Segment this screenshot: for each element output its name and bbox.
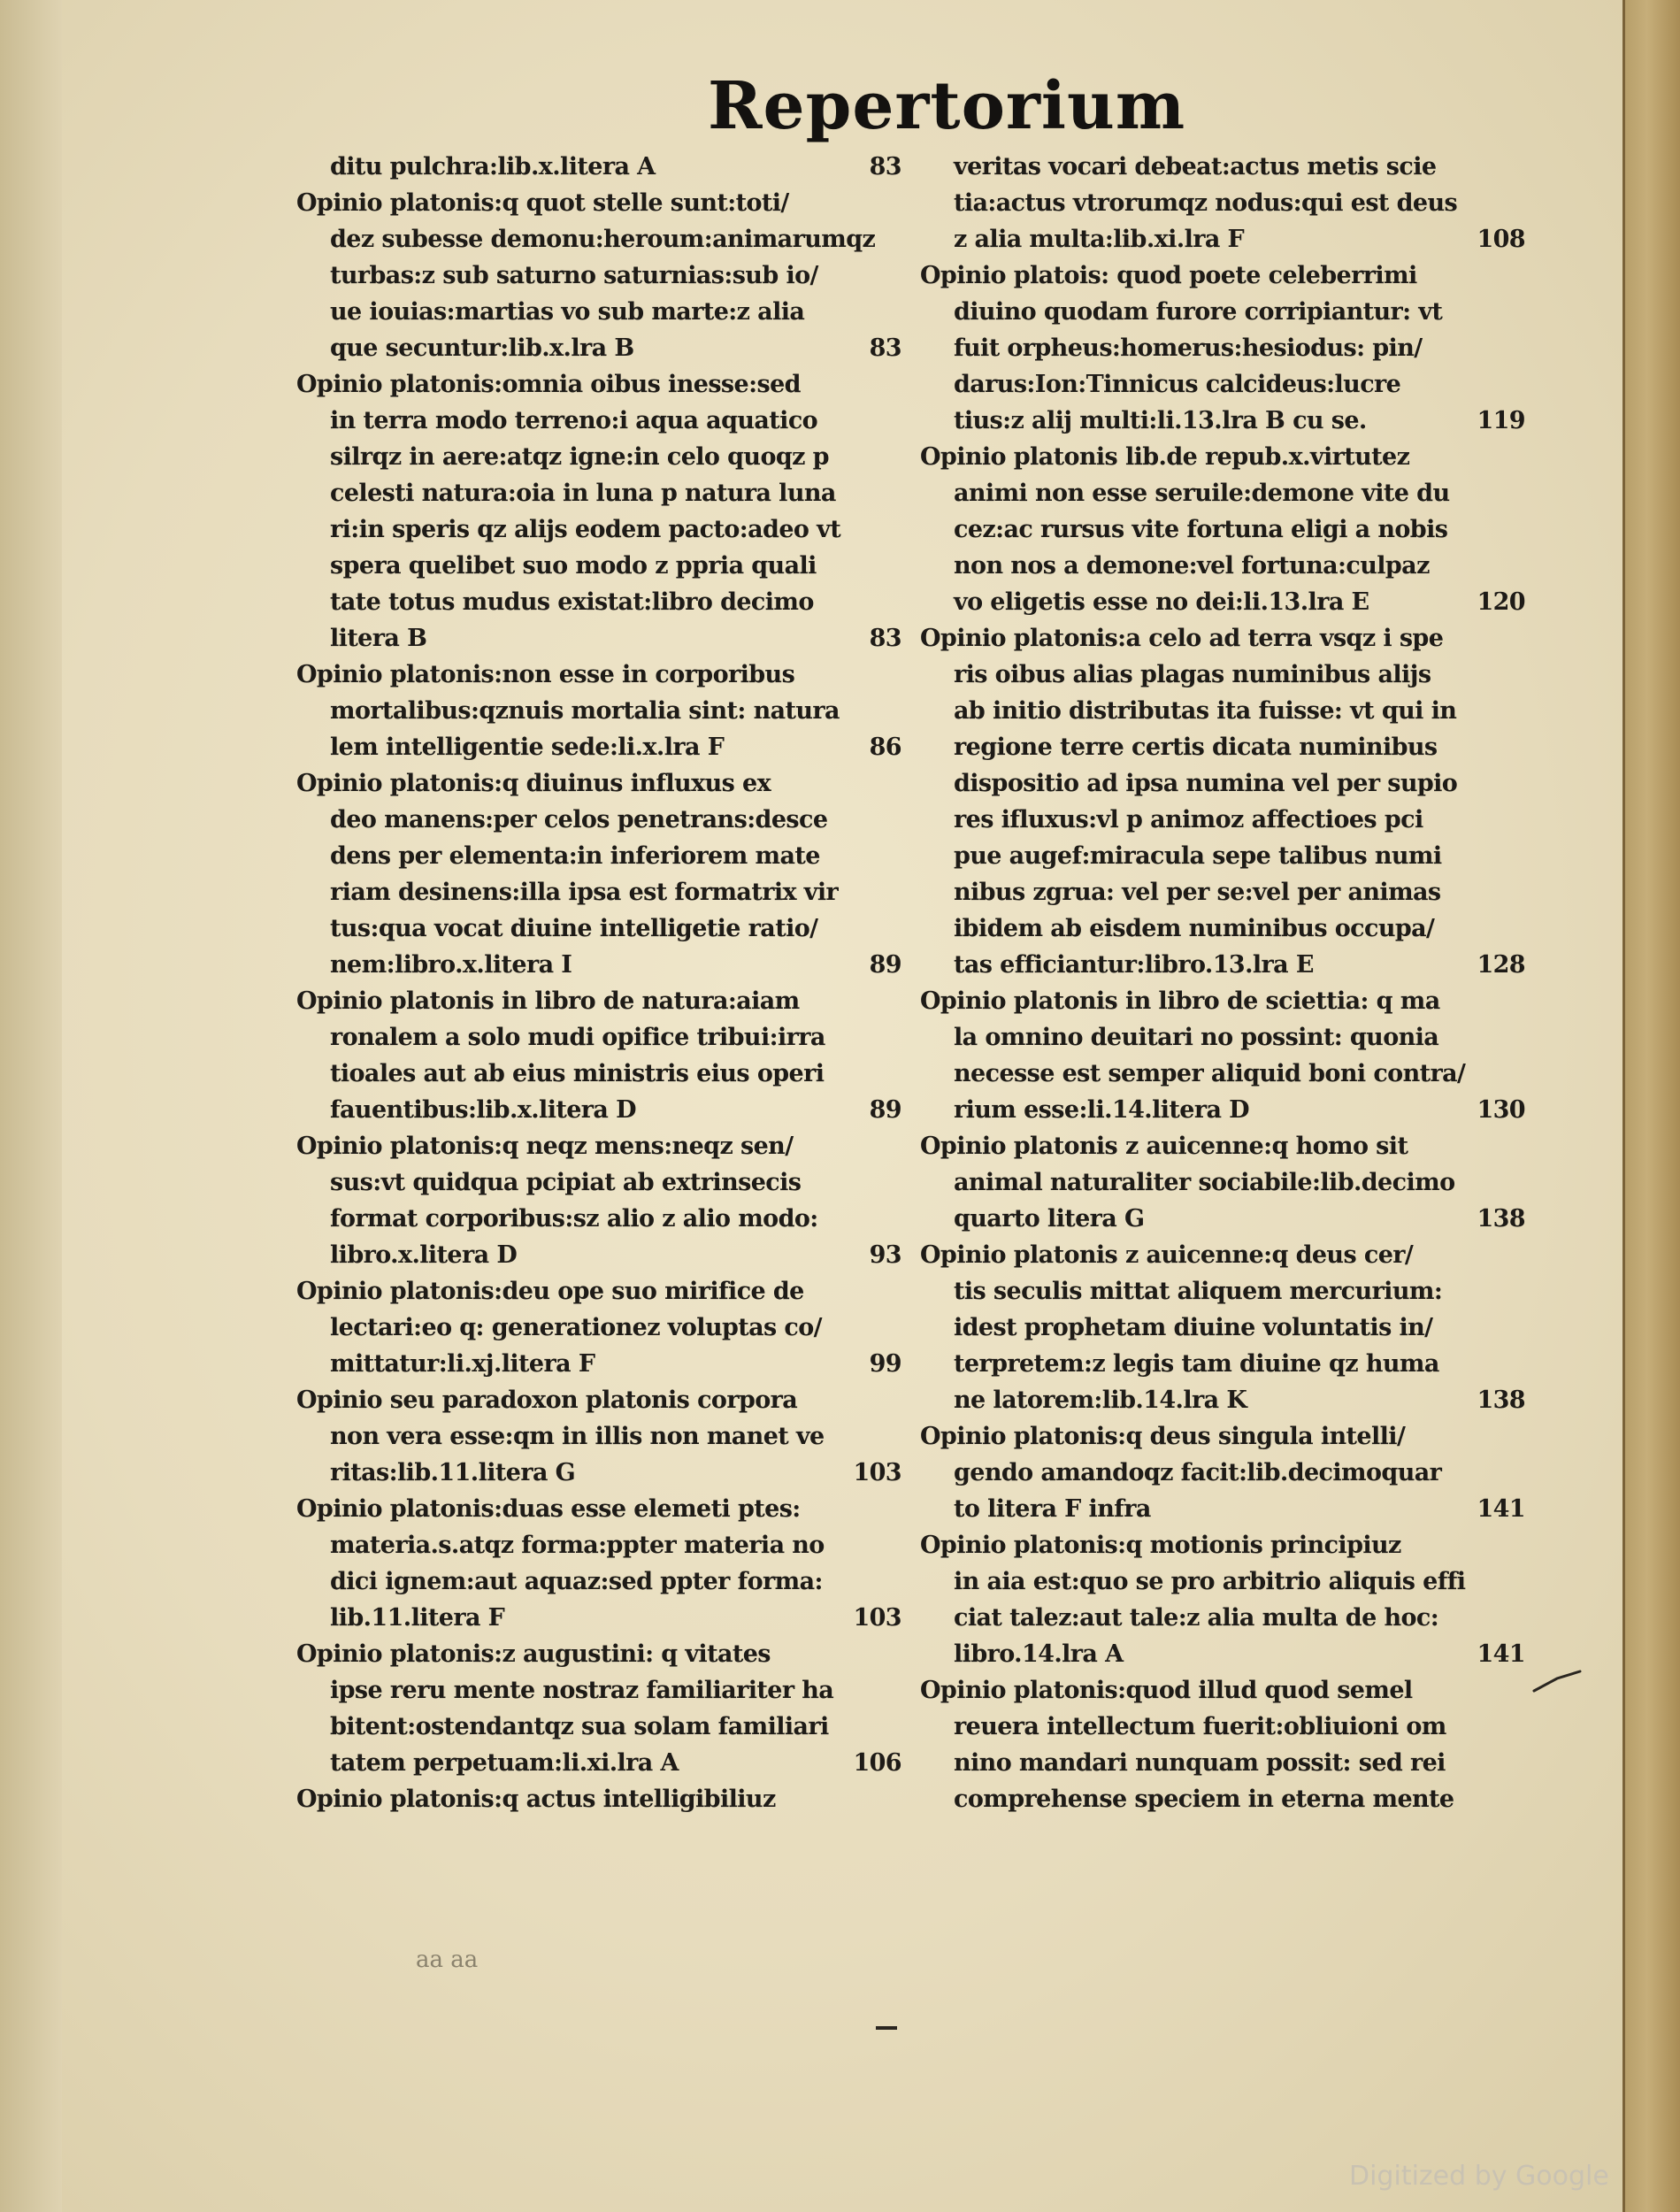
- index-line: [920, 1709, 1530, 1745]
- index-line: [920, 874, 1530, 910]
- index-line: [296, 221, 907, 257]
- index-line-text: ditu pulchra:lib.x.litera A: [330, 153, 656, 180]
- index-line: [296, 1019, 907, 1056]
- index-line: [920, 838, 1530, 874]
- index-line: [296, 1273, 907, 1310]
- index-line: [920, 947, 1530, 983]
- index-line-text: Opinio platonis:q neqz mens:neqz sen/: [296, 1133, 794, 1160]
- index-line-text: silrqz in aere:atqz igne:in celo quoqz p: [330, 443, 829, 471]
- index-line: [296, 947, 907, 983]
- index-line-text: dici ignem:aut aquaz:sed ppter forma:: [330, 1568, 823, 1595]
- index-line: [920, 330, 1530, 366]
- index-line: [920, 1455, 1530, 1491]
- folio-number: 83: [869, 153, 901, 180]
- index-line-text: lectari:eo q: generationez voluptas co/: [330, 1314, 822, 1341]
- folio-number: 89: [869, 951, 901, 979]
- index-line: [296, 149, 907, 185]
- folio-number: 141: [1477, 1495, 1525, 1523]
- index-line: [296, 1781, 907, 1817]
- index-line: [920, 910, 1530, 947]
- index-line-text: Opinio platonis:non esse in corporibus: [296, 661, 795, 688]
- index-line-text: cez:ac rursus vite fortuna eligi a nobis: [954, 516, 1448, 543]
- index-line-text: tas efficiantur:libro.13.lra E: [954, 951, 1314, 979]
- index-line: [296, 1056, 907, 1092]
- index-line: [920, 548, 1530, 584]
- index-line-text: Opinio platonis:deu ope suo mirifice de: [296, 1278, 804, 1305]
- index-line-text: ibidem ab eisdem numinibus occupa/: [954, 915, 1435, 942]
- index-line-text: res ifluxus:vl p animoz affectioes pci: [954, 806, 1423, 833]
- index-line: [920, 439, 1530, 475]
- index-line-text: dispositio ad ipsa numina vel per supio: [954, 770, 1458, 797]
- index-line: [296, 475, 907, 511]
- index-line: [296, 294, 907, 330]
- index-line: [296, 838, 907, 874]
- index-line: [920, 475, 1530, 511]
- index-line-text: in aia est:quo se pro arbitrio aliquis effi: [954, 1568, 1466, 1595]
- index-line-text: z alia multa:lib.xi.lra F: [954, 226, 1245, 253]
- index-line-text: tatem perpetuam:li.xi.lra A: [330, 1749, 679, 1777]
- index-line-text: tus:qua vocat diuine intelligetie ratio/: [330, 915, 818, 942]
- index-line: [296, 1636, 907, 1672]
- index-line: [296, 1346, 907, 1382]
- index-line: [296, 1491, 907, 1527]
- index-line-text: animi non esse seruile:demone vite du: [954, 480, 1450, 507]
- index-line-text: sus:vt quidqua pcipiat ab extrinsecis: [330, 1169, 802, 1196]
- index-line: [920, 1056, 1530, 1092]
- index-line: [920, 584, 1530, 620]
- index-line-text: fuit orpheus:homerus:hesiodus: pin/: [954, 334, 1423, 362]
- index-line: [296, 693, 907, 729]
- index-line-text: Opinio platonis:duas esse elemeti ptes:: [296, 1495, 801, 1523]
- index-line-text: Opinio platonis:a celo ad terra vsqz i spe: [920, 625, 1444, 652]
- index-line: [920, 221, 1530, 257]
- folio-number: 141: [1477, 1640, 1525, 1668]
- index-line: [920, 729, 1530, 765]
- index-line: [920, 1128, 1530, 1164]
- index-line-text: deo manens:per celos penetrans:desce: [330, 806, 828, 833]
- index-line-text: la omnino deuitari no possint: quonia: [954, 1024, 1439, 1051]
- index-line-text: Opinio platonis:q deus singula intelli/: [920, 1423, 1406, 1450]
- folio-number: 119: [1477, 407, 1525, 434]
- folio-number: 128: [1477, 951, 1525, 979]
- page-gutter: [0, 0, 62, 2212]
- digitization-watermark: Digitized by Google: [1349, 2161, 1609, 2192]
- index-line-text: celesti natura:oia in luna p natura luna: [330, 480, 836, 507]
- index-line: [296, 330, 907, 366]
- index-line: [296, 1527, 907, 1563]
- signature-marks: aa aa: [416, 1947, 479, 1973]
- index-line-text: Opinio platonis:quod illud quod semel: [920, 1677, 1413, 1704]
- index-line: [920, 403, 1530, 439]
- index-line-text: Opinio platonis lib.de repub.x.virtutez: [920, 443, 1410, 471]
- index-line-text: libro.14.lra A: [954, 1640, 1124, 1668]
- index-line: [296, 1237, 907, 1273]
- index-line: [296, 657, 907, 693]
- index-line: [920, 1310, 1530, 1346]
- index-line: [296, 1418, 907, 1455]
- index-line-text: materia.s.atqz forma:ppter materia no: [330, 1532, 825, 1559]
- index-line: [920, 1092, 1530, 1128]
- index-line-text: bitent:ostendantqz sua solam familiari: [330, 1713, 829, 1740]
- index-line: [296, 765, 907, 802]
- index-line: [920, 693, 1530, 729]
- index-line-text: necesse est semper aliquid boni contra/: [954, 1060, 1466, 1087]
- index-line: [296, 548, 907, 584]
- index-line-text: veritas vocari debeat:actus metis scie: [954, 153, 1437, 180]
- index-line-text: spera quelibet suo modo z ppria quali: [330, 552, 817, 580]
- index-line: [920, 1418, 1530, 1455]
- folio-number: 103: [853, 1459, 901, 1486]
- index-line-text: idest prophetam diuine voluntatis in/: [954, 1314, 1433, 1341]
- index-line: [296, 1672, 907, 1709]
- index-line: [920, 294, 1530, 330]
- index-line-text: Opinio platonis:q motionis principiuz: [920, 1532, 1401, 1559]
- index-line: [296, 1092, 907, 1128]
- index-line: [296, 1563, 907, 1600]
- index-line-text: non vera esse:qm in illis non manet ve: [330, 1423, 825, 1450]
- index-line-text: ciat talez:aut tale:z alia multa de hoc:: [954, 1604, 1439, 1632]
- index-line-text: ab initio distributas ita fuisse: vt qui in: [954, 697, 1457, 725]
- index-line: [296, 584, 907, 620]
- index-line: [920, 1491, 1530, 1527]
- index-line: [920, 1273, 1530, 1310]
- index-line-text: quarto litera G: [954, 1205, 1145, 1233]
- index-line: [920, 765, 1530, 802]
- folio-number: 103: [853, 1604, 901, 1632]
- index-line: [920, 1745, 1530, 1781]
- index-line: [920, 149, 1530, 185]
- index-line: [920, 1781, 1530, 1817]
- index-line: [920, 657, 1530, 693]
- index-line: [296, 1164, 907, 1201]
- index-line-text: Opinio seu paradoxon platonis corpora: [296, 1386, 798, 1414]
- index-line: [296, 620, 907, 657]
- index-line-text: comprehense speciem in eterna mente: [954, 1786, 1454, 1813]
- index-line: [296, 802, 907, 838]
- index-line-text: Opinio platonis z auicenne:q homo sit: [920, 1133, 1408, 1160]
- index-line: [296, 257, 907, 294]
- index-line-text: ipse reru mente nostraz familiariter ha: [330, 1677, 834, 1704]
- index-line-text: Opinio platonis:q actus intelligibiliuz: [296, 1786, 776, 1813]
- index-line: [296, 983, 907, 1019]
- index-line-text: lem intelligentie sede:li.x.lra F: [330, 733, 725, 761]
- index-line: [920, 1600, 1530, 1636]
- index-line-text: gendo amandoqz facit:lib.decimoquar: [954, 1459, 1442, 1486]
- index-line: [296, 1201, 907, 1237]
- index-line-text: reuera intellectum fuerit:obliuioni om: [954, 1713, 1446, 1740]
- index-line-text: mittatur:li.xj.litera F: [330, 1350, 595, 1378]
- index-line: [920, 1201, 1530, 1237]
- index-line: [920, 802, 1530, 838]
- index-line-text: diuino quodam furore corripiantur: vt: [954, 298, 1443, 326]
- index-line: [920, 620, 1530, 657]
- index-line-text: tate totus mudus existat:libro decimo: [330, 588, 814, 616]
- folio-number: 130: [1477, 1096, 1525, 1124]
- index-line: [920, 1346, 1530, 1382]
- folio-number: 83: [869, 625, 901, 652]
- folio-number: 138: [1477, 1386, 1525, 1414]
- index-line: [296, 366, 907, 403]
- index-line-text: que secuntur:lib.x.lra B: [330, 334, 634, 362]
- index-line-text: lib.11.litera F: [330, 1604, 505, 1632]
- index-line: [296, 1745, 907, 1781]
- index-line: [296, 910, 907, 947]
- index-line-text: tius:z alij multi:li.13.lra B cu se.: [954, 407, 1367, 434]
- index-line: [296, 729, 907, 765]
- index-line-text: rium esse:li.14.litera D: [954, 1096, 1249, 1124]
- index-line: [296, 1600, 907, 1636]
- index-line-text: libro.x.litera D: [330, 1241, 518, 1269]
- index-line-text: animal naturaliter sociabile:lib.decimo: [954, 1169, 1455, 1196]
- index-line-text: nino mandari nunquam possit: sed rei: [954, 1749, 1446, 1777]
- index-line: [920, 983, 1530, 1019]
- index-line: [920, 1019, 1530, 1056]
- right-column: [920, 149, 1530, 1962]
- index-line-text: Opinio platonis:q diuinus influxus ex: [296, 770, 771, 797]
- index-line: [920, 1636, 1530, 1672]
- index-line: [920, 185, 1530, 221]
- index-line: [920, 1672, 1530, 1709]
- index-line: [296, 1382, 907, 1418]
- index-line-text: tis seculis mittat aliquem mercurium:: [954, 1278, 1443, 1305]
- index-line-text: mortalibus:qznuis mortalia sint: natura: [330, 697, 840, 725]
- index-line-text: fauentibus:lib.x.litera D: [330, 1096, 636, 1124]
- index-line-text: Opinio platonis z auicenne:q deus cer/: [920, 1241, 1414, 1269]
- index-line: [296, 185, 907, 221]
- index-line-text: Opinio platonis in libro de sciettia: q ma: [920, 987, 1440, 1015]
- index-line-text: ronalem a solo mudi opifice tribui:irra: [330, 1024, 825, 1051]
- index-line: [920, 1164, 1530, 1201]
- left-column: [296, 149, 907, 1962]
- index-line: [296, 874, 907, 910]
- index-line-text: Opinio platonis in libro de natura:aiam: [296, 987, 800, 1015]
- index-line-text: riam desinens:illa ipsa est formatrix vir: [330, 879, 839, 906]
- index-line: [296, 1128, 907, 1164]
- running-header: Repertorium: [708, 68, 1186, 144]
- index-line-text: terpretem:z legis tam diuine qz huma: [954, 1350, 1439, 1378]
- index-line-text: litera B: [330, 625, 427, 652]
- folio-number: 93: [869, 1241, 901, 1269]
- index-line-text: dens per elementa:in inferiorem mate: [330, 842, 820, 870]
- index-line-text: Opinio platonis:omnia oibus inesse:sed: [296, 371, 801, 398]
- folio-number: 138: [1477, 1205, 1525, 1233]
- index-line-text: Opinio platonis:z augustini: q vitates: [296, 1640, 771, 1668]
- index-line-text: regione terre certis dicata numinibus: [954, 733, 1438, 761]
- index-line-text: darus:Ion:Tinnicus calcideus:lucre: [954, 371, 1401, 398]
- index-line: [296, 403, 907, 439]
- catchword-dash: [876, 2026, 897, 2030]
- index-line-text: pue augef:miracula sepe talibus numi: [954, 842, 1442, 870]
- folio-number: 89: [869, 1096, 901, 1124]
- index-line-text: Opinio platois: quod poete celeberrimi: [920, 262, 1417, 289]
- folio-number: 86: [869, 733, 901, 761]
- index-line-text: tioales aut ab eius ministris eius operi: [330, 1060, 825, 1087]
- index-line: [920, 1382, 1530, 1418]
- folio-number: 120: [1477, 588, 1525, 616]
- index-line: [920, 511, 1530, 548]
- folio-number: 83: [869, 334, 901, 362]
- page-edge: [1622, 0, 1680, 2212]
- index-line-text: ue iouias:martias vo sub marte:z alia: [330, 298, 805, 326]
- index-line: [296, 1310, 907, 1346]
- index-line-text: in terra modo terreno:i aqua aquatico: [330, 407, 818, 434]
- index-line: [920, 1563, 1530, 1600]
- index-line-text: nibus zgrua: vel per se:vel per animas: [954, 879, 1441, 906]
- folio-number: 108: [1477, 226, 1525, 253]
- index-line-text: ri:in speris qz alijs eodem pacto:adeo vt: [330, 516, 841, 543]
- index-line-text: ritas:lib.11.litera G: [330, 1459, 576, 1486]
- index-line: [920, 366, 1530, 403]
- index-line-text: nem:libro.x.litera I: [330, 951, 572, 979]
- index-line-text: format corporibus:sz alio z alio modo:: [330, 1205, 818, 1233]
- index-line-text: Opinio platonis:q quot stelle sunt:toti/: [296, 189, 789, 217]
- index-line: [296, 1455, 907, 1491]
- index-line: [296, 1709, 907, 1745]
- folio-number: 106: [853, 1749, 901, 1777]
- index-line: [920, 257, 1530, 294]
- index-line-text: non nos a demone:vel fortuna:culpaz: [954, 552, 1430, 580]
- folio-number: 99: [869, 1350, 901, 1378]
- index-line: [296, 439, 907, 475]
- index-line-text: turbas:z sub saturno saturnias:sub io/: [330, 262, 818, 289]
- index-line-text: to litera F infra: [954, 1495, 1151, 1523]
- pen-stroke-mark: [1530, 1668, 1584, 1694]
- index-line-text: tia:actus vtrorumqz nodus:qui est deus: [954, 189, 1458, 217]
- index-line-text: dez subesse demonu:heroum:animarumqz: [330, 226, 876, 253]
- index-line-text: vo eligetis esse no dei:li.13.lra E: [954, 588, 1369, 616]
- index-line-text: ne latorem:lib.14.lra K: [954, 1386, 1247, 1414]
- index-line: [920, 1237, 1530, 1273]
- index-line: [920, 1527, 1530, 1563]
- index-line: [296, 511, 907, 548]
- index-line-text: ris oibus alias plagas numinibus alijs: [954, 661, 1431, 688]
